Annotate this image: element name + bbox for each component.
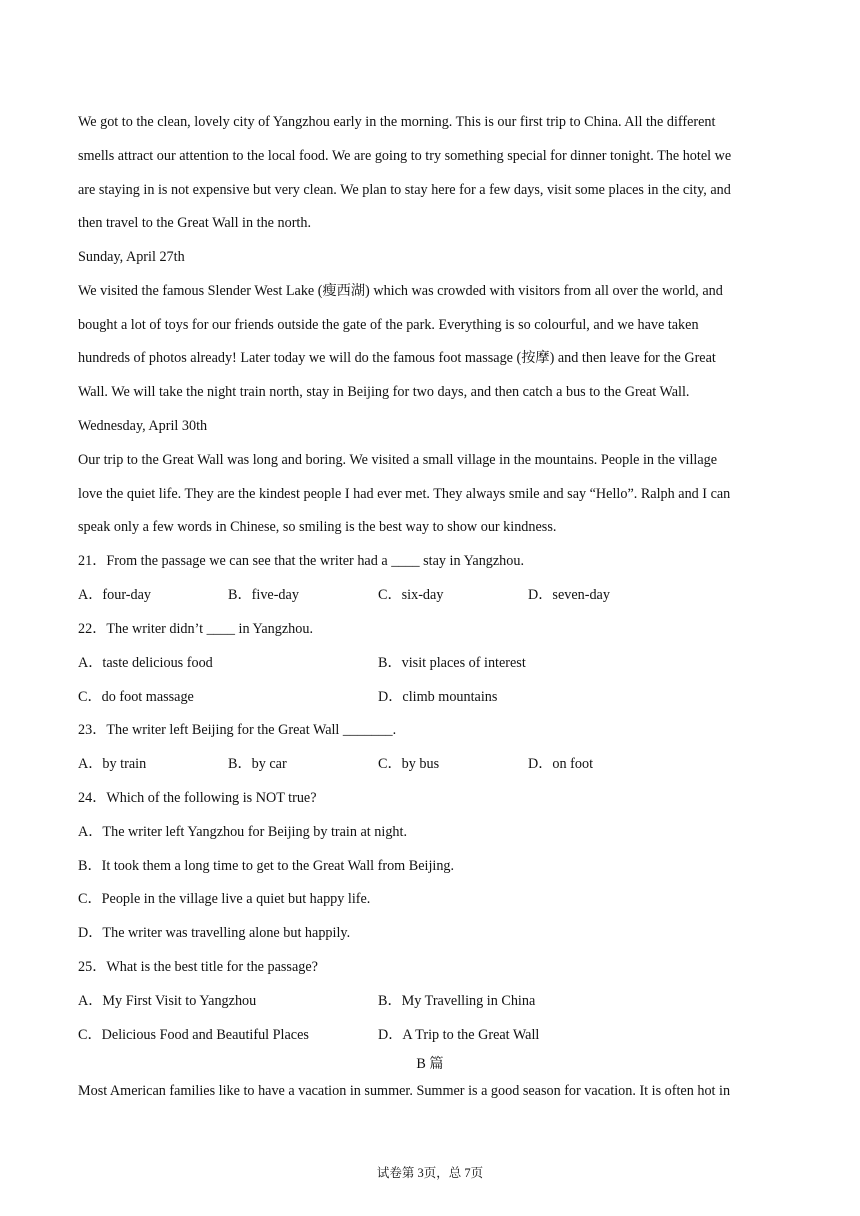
option: A．My First Visit to Yangzhou bbox=[78, 993, 257, 1009]
passage-line: hundreds of photos already! Later today we will do the famous foot massage (按摩) and then leave for the Great bbox=[78, 350, 716, 366]
question-stem: 23．The writer left Beijing for the Great Wall _______. bbox=[78, 722, 397, 738]
passage-line: smells attract our attention to the local food. We are going to try something special for dinner tonight. The hotel we bbox=[78, 148, 732, 164]
diary-date: Sunday, April 27th bbox=[78, 249, 185, 265]
question-stem: 24．Which of the following is NOT true? bbox=[78, 790, 317, 806]
option: A．The writer left Yangzhou for Beijing by train at night. bbox=[78, 824, 408, 840]
question-stem: 21．From the passage we can see that the writer had a ____ stay in Yangzhou. bbox=[78, 553, 525, 569]
option: D．on foot bbox=[528, 756, 594, 772]
question-stem: 22．The writer didn’t ____ in Yangzhou. bbox=[78, 621, 313, 637]
passage-line: Our trip to the Great Wall was long and boring. We visited a small village in the mountains. People in the village bbox=[78, 452, 718, 468]
option: C．by bus bbox=[378, 756, 440, 772]
option: A．by train bbox=[78, 756, 147, 772]
option: B．by car bbox=[228, 756, 287, 772]
section-heading: B 篇 bbox=[416, 1056, 444, 1072]
passage-line: love the quiet life. They are the kindest people I had ever met. They always smile and say “Hello”. Ralph and I can bbox=[78, 486, 731, 502]
option: A．four-day bbox=[78, 587, 151, 603]
option: B．It took them a long time to get to the Great Wall from Beijing. bbox=[78, 858, 455, 874]
option: B．My Travelling in China bbox=[378, 993, 536, 1009]
option: C．do foot massage bbox=[78, 689, 194, 705]
option: A．taste delicious food bbox=[78, 655, 213, 671]
passage-line: We visited the famous Slender West Lake (瘦西湖) which was crowded with visitors from all over the world, and bbox=[78, 283, 723, 299]
passage-line: then travel to the Great Wall in the north. bbox=[78, 215, 312, 231]
option: C．People in the village live a quiet but happy life. bbox=[78, 891, 371, 907]
option: D．seven-day bbox=[528, 587, 610, 603]
option: D．A Trip to the Great Wall bbox=[378, 1027, 540, 1043]
diary-date: Wednesday, April 30th bbox=[78, 418, 208, 434]
option: C．Delicious Food and Beautiful Places bbox=[78, 1027, 309, 1043]
passage-line: We got to the clean, lovely city of Yangzhou early in the morning. This is our first trip to China. All the different bbox=[78, 114, 716, 130]
option: B．five-day bbox=[228, 587, 299, 603]
passage-line: are staying in is not expensive but very clean. We plan to stay here for a few days, visit some places in the city, and bbox=[78, 182, 731, 198]
option: D．The writer was travelling alone but happily. bbox=[78, 925, 351, 941]
passage-line: bought a lot of toys for our friends outside the gate of the park. Everything is so colourful, and we have taken bbox=[78, 317, 699, 333]
passage-line: Most American families like to have a vacation in summer. Summer is a good season for vacation. It is often hot in bbox=[78, 1083, 731, 1099]
passage-line: speak only a few words in Chinese, so smiling is the best way to show our kindness. bbox=[78, 519, 557, 535]
option: B．visit places of interest bbox=[378, 655, 526, 671]
option: D．climb mountains bbox=[378, 689, 498, 705]
page-footer: 试卷第 3页，总 7页 bbox=[376, 1166, 484, 1180]
option: C．six-day bbox=[378, 587, 444, 603]
question-stem: 25．What is the best title for the passage? bbox=[78, 959, 318, 975]
passage-line: Wall. We will take the night train north, stay in Beijing for two days, and then catch a bus to the Great Wall. bbox=[78, 384, 690, 400]
